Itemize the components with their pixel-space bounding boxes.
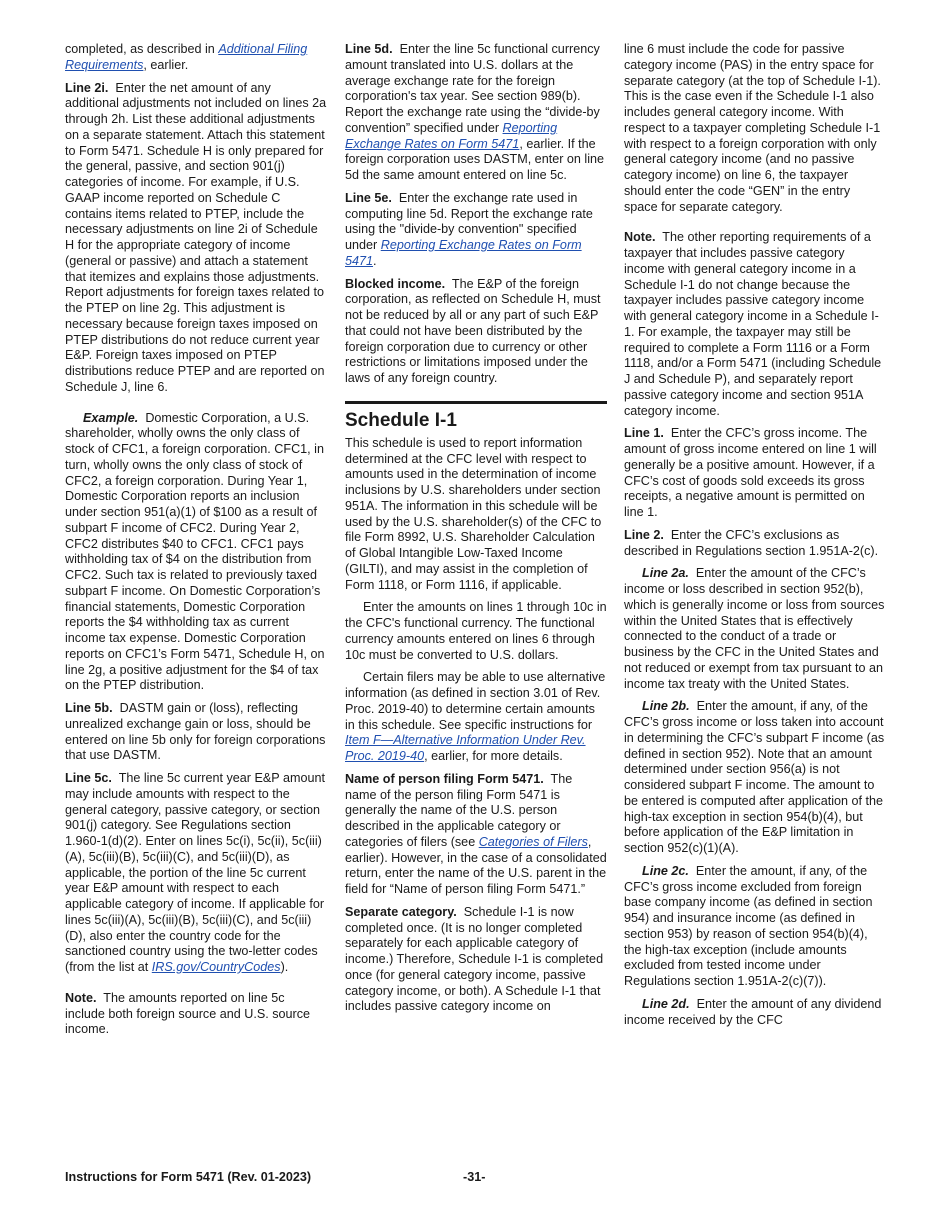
alternative-info-paragraph: Certain filers may be able to use alternative information (as defined in section 3.01 of Rev. Proc. 2019-40) to determine certain amounts in this schedule. See specific instructions for Item F—Alternative Information Under Rev. Proc. 2019-40, earlier, for more details. xyxy=(345,670,606,763)
section-rule xyxy=(345,401,607,404)
line-2c-heading: Line 2c. xyxy=(642,863,689,878)
link-reporting-exchange-rates[interactable]: Reporting Exchange Rates on Form 5471 xyxy=(345,120,558,151)
continuation-paragraph: completed, as described in Additional Filing Requirements, earlier. xyxy=(65,42,308,72)
note-heading: Note. xyxy=(65,990,97,1005)
continuation-paragraph: line 6 must include the code for passive category income (PAS) in the entry space for separate category (at the top of Schedule I-1). This is the case even if the Schedule I-1 also includes general category income. With respect to a taxpayer completing Schedule I-1 with respect to a foreign corporation with only general category income (and no passive category income) on line 6, the taxpayer should enter the code “GEN” in the entry space for separate category. xyxy=(624,42,881,214)
functional-currency-paragraph: Enter the amounts on lines 1 through 10c in the CFC's functional currency. The functional currency amounts entered on lines 6 through 10c must be converted to U.S. dollars. xyxy=(345,600,607,662)
page-number: -31- xyxy=(463,1170,486,1184)
name-of-person-paragraph: Name of person filing Form 5471. The name of the person filing Form 5471 is generally the name of the U.S. person described in the applicable category or categories of filers (see Categories of Filers, earlier). However, in the case of a consolidated return, enter the name of the U.S. parent in the field for “Name of person filing Form 5471.” xyxy=(345,771,607,896)
line-5e-heading: Line 5e. xyxy=(345,190,392,205)
link-irs-country-codes[interactable]: IRS.gov/CountryCodes xyxy=(151,960,281,974)
line-5c-heading: Line 5c. xyxy=(65,771,112,785)
line-2a-paragraph: Line 2a. Enter the amount of the CFC’s income or loss described in section 952(b), which is generally income or loss from sources within the United States that is effectively connected to the conduct of a trade or business by the CFC in the United States and not reduced or exempt from tax pursuant to an income tax treaty with the United States. xyxy=(624,566,885,691)
line-5b-paragraph: Line 5b. DASTM gain or (loss), reflecting unrealized exchange gain or loss, should be entered on line 5b only for foreign corporations that use DASTM. xyxy=(65,701,326,763)
separate-category-heading: Separate category. xyxy=(345,904,457,919)
blocked-income-paragraph: Blocked income. The E&P of the foreign corporation, as reflected on Schedule H, must not be reduced by all or any part of such E&P that could not have been distributed by the foreign corporation due to currency or other restrictions or limitations imposed under the laws of any foreign country. xyxy=(345,276,601,385)
line-5e-paragraph: Line 5e. Enter the exchange rate used in computing line 5d. Report the exchange rate using the "divide-by convention" specified under Reporting Exchange Rates on Form 5471. xyxy=(345,190,593,268)
line-1-heading: Line 1. xyxy=(624,426,664,441)
line-5d-heading: Line 5d. xyxy=(345,42,393,56)
column-right xyxy=(624,42,886,1035)
line-2i-heading: Line 2i. xyxy=(65,80,109,95)
line-2b-paragraph: Line 2b. Enter the amount, if any, of the CFC’s gross income or loss taken into account in determining the CFC’s subpart F income (as defined in section 952). Note that an amount determined under section 956(a) is not considered subpart F income. The amount to be entered is computed after application of the high-tax exception in section 954(b)(4), but before application of the E&P limitation in section 952(c)(1)(A). xyxy=(624,699,885,855)
link-additional-filing-requirements[interactable]: Additional Filing Requirements xyxy=(65,42,308,72)
column-middle xyxy=(345,42,607,1022)
line-2d-paragraph: Line 2d. Enter the amount of any dividend income received by the CFC xyxy=(624,996,882,1027)
example-heading: Example. xyxy=(83,410,139,425)
line-2c-paragraph: Line 2c. Enter the amount, if any, of the CFC’s gross income excluded from foreign base company income (as defined in section 954) and insurance income (as defined in section 953) by reason of section 954(b)(4), the high-tax exception (include amounts excluded from tested income under Regulations section 1.951A-2(c)(7)). xyxy=(624,863,873,988)
link-item-f-alternative-information[interactable]: Item F—Alternative Information Under Rev. Proc. 2019-40 xyxy=(345,733,586,763)
example-paragraph: Example. Domestic Corporation, a U.S. shareholder, wholly owns the only class of stock of CFC1, a foreign corporation. CFC1, in turn, wholly owns the only class of stock of CFC2, a foreign corporation. During Year 1, Domestic Corporation reports an inclusion under section 951(a)(1) of $100 as a result of subpart F income of CFC2. During Year 2, CFC2 distributes $40 to CFC1. CFC1 pays withholding tax of $4 on the distribution from CFC2. Such tax is related to previously taxed subpart F income. On Domestic Corporation’s financial statements, Domestic Corporation reports the $4 withholding tax as current income tax expense. Domestic Corporation reports on CFC1’s Form 5471, Schedule H, on line 2g, a positive adjustment for the $4 of tax on the PTEP distribution. xyxy=(65,410,325,693)
line-2a-heading: Line 2a. xyxy=(642,566,689,581)
line-2b-heading: Line 2b. xyxy=(642,699,690,714)
note-paragraph: Note. The other reporting requirements of a taxpayer that includes passive category income with general category income in a Schedule I-1 do not change because the taxpayer includes passive category income with general category income in a Schedule I-1. For example, the taxpayer may still be required to complete a Form 1116 or a Form 1118, and/or a Form 5471 (including Schedule J and Schedule P), and separately report passive category income and section 951A category income. xyxy=(624,230,882,418)
column-left xyxy=(65,42,327,1045)
line-2-paragraph: Line 2. Enter the CFC’s exclusions as described in Regulations section 1.951A-2(c). xyxy=(624,527,879,558)
blocked-income-heading: Blocked income. xyxy=(345,276,446,291)
link-categories-of-filers[interactable]: Categories of Filers xyxy=(478,834,588,849)
line-2d-heading: Line 2d. xyxy=(642,996,690,1011)
link-reporting-exchange-rates-2[interactable]: Reporting Exchange Rates on Form 5471 xyxy=(345,238,582,268)
line-5d-paragraph: Line 5d. Enter the line 5c functional currency amount translated into U.S. dollars at the average exchange rate for the foreign corporation's tax year. See section 989(b). Report the exchange rate using the “divide-by convention” specified under Reporting Exchange Rates on Form 5471, earlier. If the foreign corporation uses DASTM, enter on line 5d the same amount entered on line 5c. xyxy=(345,42,605,182)
note-paragraph: Note. The amounts reported on line 5c include both foreign source and U.S. source income. xyxy=(65,990,311,1037)
schedule-intro-paragraph: This schedule is used to report information determined at the CFC level with respect to amounts used in the determination of income inclusions by U.S. shareholders under section 951A. The information in this schedule will be used by the U.S. shareholder(s) of the CFC to file Form 8992, U.S. Shareholder Calculation of Global Intangible Low-Taxed Income (GILTI), and may assist in the completion of Form 1118, or Form 1116, if applicable. xyxy=(345,435,602,592)
separate-category-paragraph: Separate category. Schedule I-1 is now completed once. (It is no longer completed separately for each applicable category of income.) Therefore, Schedule I-1 is completed once (for general category income, passive category income, or both). A Schedule I-1 that includes passive category income on xyxy=(345,904,604,1014)
line-2-heading: Line 2. xyxy=(624,527,664,542)
page-footer xyxy=(65,1170,885,1186)
note-heading: Note. xyxy=(624,230,656,245)
line-2i-paragraph: Line 2i. Enter the net amount of any additional adjustments not included on lines 2a through 2h. List these additional adjustments on a separate statement. Attach this statement to Form 5471. Schedule H is only prepared for the general, passive, and section 901(j) categories of income. For example, if U.S. GAAP income reported on Schedule C contains items related to PTEP, include the necessary adjustments on line 2i of Schedule H for the appropriate category of income (general or passive) and attach a statement that itemizes and explains those adjustments. Report adjustments for foreign taxes related to the PTEP on line 2g. This adjustment is necessary because foreign taxes imposed on PTEP distributions do not reduce current year E&P. Foreign taxes imposed on PTEP distributions reduce PTEP and are reported on Schedule J, line 6. xyxy=(65,80,327,394)
section-title: Schedule I-1 xyxy=(345,409,457,431)
footer-form-title: Instructions for Form 5471 (Rev. 01-2023) xyxy=(65,1170,312,1184)
line-5b-heading: Line 5b. xyxy=(65,701,113,715)
name-of-person-heading: Name of person filing Form 5471. xyxy=(345,771,544,786)
line-1-paragraph: Line 1. Enter the CFC’s gross income. The amount of gross income entered on line 1 will generally be a positive amount. However, if a CFC’s cost of goods sold exceeds its gross receipts, a negative amount is permitted on line 1. xyxy=(624,426,877,519)
line-5c-paragraph: Line 5c. The line 5c current year E&P amount may include amounts with respect to the general category, passive category, or section 901(j) category. See Regulations section 1.960-1(d)(2). Enter on lines 5c(i), 5c(ii), 5c(iii)(A), 5c(iii)(B), 5c(iii)(C), and 5c(iii)(D), as applicable, the portion of the line 5c current year E&P amount with respect to each applicable category of income. If applicable for lines 5c(iii)(A), 5c(iii)(B), 5c(iii)(C), and 5c(iii)(D), also enter the country code for the sanctioned country using the two-letter codes (from the list at IRS.gov/CountryCodes). xyxy=(65,771,325,974)
